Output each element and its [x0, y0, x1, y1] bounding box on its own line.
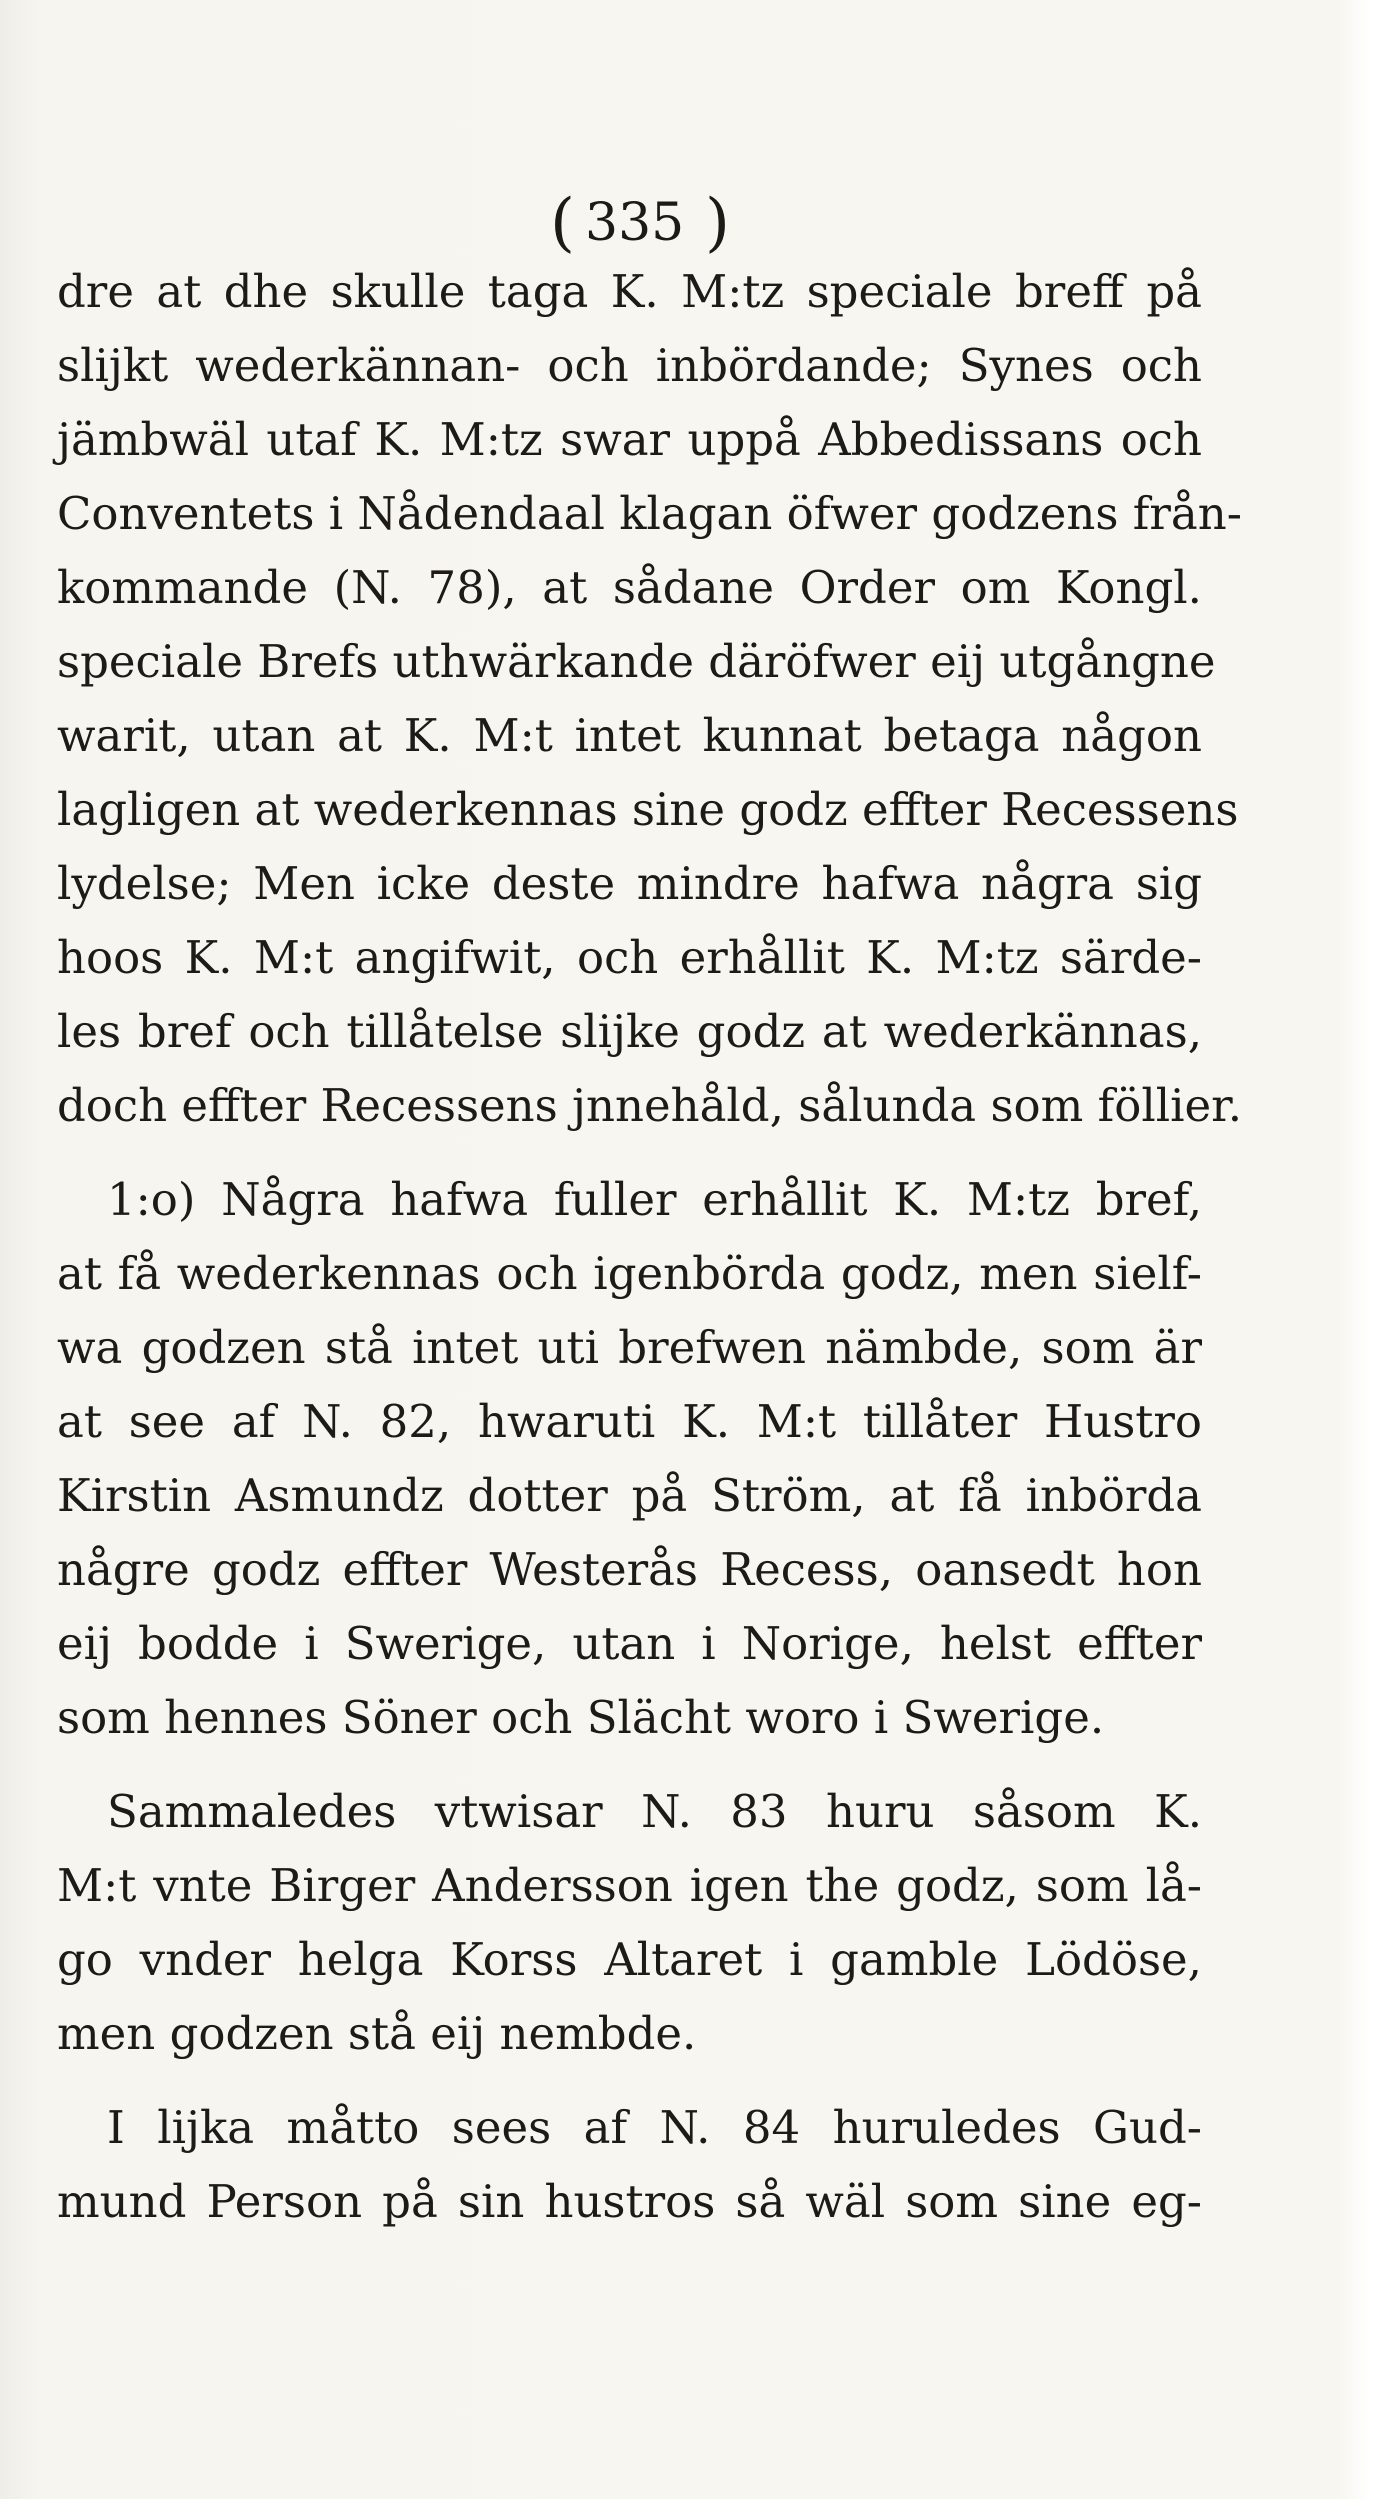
text-line: warit, utan at K. M:t intet kunnat betaga någon	[57, 709, 1202, 762]
text-line: Conventets i Nådendaal klagan öfwer godzens från-	[57, 487, 1242, 540]
text-line: Sammaledes vtwisar N. 83 huru såsom K.	[107, 1785, 1202, 1838]
text-line: dre at dhe skulle taga K. M:tz speciale breff på	[57, 265, 1202, 318]
paragraph-3	[57, 1775, 1202, 2071]
text-line: jämbwäl utaf K. M:tz swar uppå Abbedissans och	[57, 413, 1202, 466]
text-line: hoos K. M:t angifwit, och erhållit K. M:tz särde-	[57, 931, 1202, 984]
text-line: wa godzen stå intet uti brefwen nämbde, som är	[57, 1321, 1202, 1374]
text-line: som hennes Söner och Slächt woro i Swerige.	[57, 1691, 1105, 1744]
paren-left: (	[550, 186, 575, 260]
page-number: 335	[585, 193, 685, 253]
text-line: någre godz effter Westerås Recess, oansedt hon	[57, 1543, 1202, 1596]
text-line: lagligen at wederkennas sine godz effter Recessens	[57, 783, 1239, 836]
text-line: doch effter Recessens jnnehåld, sålunda som föllier.	[57, 1079, 1243, 1132]
paragraph-1	[57, 255, 1243, 1143]
text-line: M:t vnte Birger Andersson igen the godz, som lå-	[57, 1859, 1202, 1912]
paragraph-gap	[57, 1143, 1202, 1163]
text-line: I lijka måtto sees af N. 84 huruledes Gud-	[107, 2101, 1202, 2154]
text-line: go vnder helga Korss Altaret i gamble Lödöse,	[57, 1933, 1202, 1986]
paragraph-2	[57, 1163, 1202, 1755]
text-line: lydelse; Men icke deste mindre hafwa några sig	[57, 857, 1202, 910]
text-line: eij bodde i Swerige, utan i Norige, helst effter	[57, 1617, 1202, 1670]
text-line: 1:o) Några hafwa fuller erhållit K. M:tz bref,	[107, 1173, 1202, 1226]
paragraph-4	[57, 2091, 1202, 2239]
text-line: mund Person på sin hustros så wäl som sine eg-	[57, 2175, 1202, 2228]
paragraph-gap	[57, 1755, 1202, 1775]
text-line: Kirstin Asmundz dotter på Ström, at få inbörda	[57, 1469, 1202, 1522]
text-line: men godzen stå eij nembde.	[57, 2007, 697, 2060]
paragraph-gap	[57, 2071, 1202, 2091]
body-text	[57, 255, 1243, 2239]
text-line: les bref och tillåtelse slijke godz at wederkännas,	[57, 1005, 1202, 1058]
text-line: at see af N. 82, hwaruti K. M:t tillåter Hustro	[57, 1395, 1202, 1448]
paren-right: )	[705, 186, 730, 260]
text-line: kommande (N. 78), at sådane Order om Kongl.	[57, 561, 1202, 614]
text-line: speciale Brefs uthwärkande däröfwer eij utgångne	[57, 635, 1216, 688]
text-line: slijkt wederkännan- och inbördande; Synes och	[57, 339, 1202, 392]
text-line: at få wederkennas och igenbörda godz, men sielf-	[57, 1247, 1202, 1300]
